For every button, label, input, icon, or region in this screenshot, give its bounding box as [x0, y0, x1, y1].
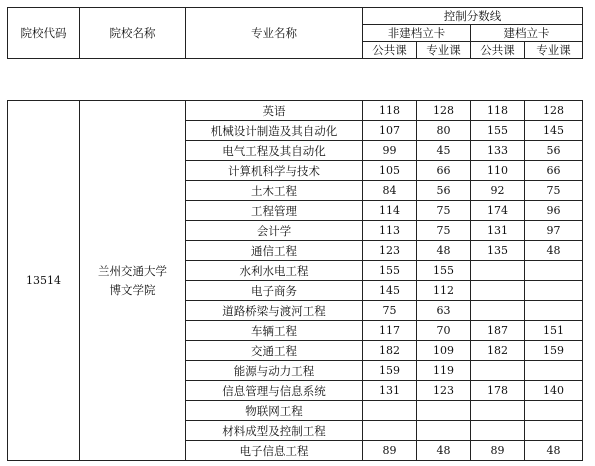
- non-file-public-score: [363, 401, 417, 421]
- file-professional-score: 75: [525, 181, 583, 201]
- file-public-score: [471, 301, 525, 321]
- file-professional-score: 97: [525, 221, 583, 241]
- file-professional-score: 56: [525, 141, 583, 161]
- major-name-cell: 信息管理与信息系统: [186, 381, 363, 401]
- non-file-professional-score: 128: [417, 101, 471, 121]
- file-public-score: 178: [471, 381, 525, 401]
- header-major-name: 专业名称: [186, 8, 363, 59]
- file-public-score: 92: [471, 181, 525, 201]
- file-professional-score: 96: [525, 201, 583, 221]
- major-name-cell: 电气工程及其自动化: [186, 141, 363, 161]
- file-public-score: 131: [471, 221, 525, 241]
- file-public-score: 135: [471, 241, 525, 261]
- non-file-professional-score: 119: [417, 361, 471, 381]
- major-name-cell: 电子商务: [186, 281, 363, 301]
- file-professional-score: 66: [525, 161, 583, 181]
- school-name-line: 兰州交通大学: [98, 263, 167, 278]
- non-file-professional-score: [417, 421, 471, 441]
- non-file-professional-score: 45: [417, 141, 471, 161]
- non-file-professional-score: 80: [417, 121, 471, 141]
- major-name-cell: 机械设计制造及其自动化: [186, 121, 363, 141]
- non-file-professional-score: 123: [417, 381, 471, 401]
- header-public-course: 公共课: [471, 42, 525, 59]
- file-professional-score: 48: [525, 241, 583, 261]
- file-public-score: [471, 361, 525, 381]
- non-file-professional-score: [417, 401, 471, 421]
- file-professional-score: [525, 401, 583, 421]
- header-school-name: 院校名称: [80, 8, 186, 59]
- file-professional-score: 151: [525, 321, 583, 341]
- major-name-cell: 通信工程: [186, 241, 363, 261]
- table-row: [8, 101, 583, 121]
- non-file-professional-score: 66: [417, 161, 471, 181]
- school-name-cell: [80, 101, 186, 461]
- major-name-cell: 英语: [186, 101, 363, 121]
- non-file-professional-score: 75: [417, 201, 471, 221]
- major-name-cell: 电子信息工程: [186, 441, 363, 461]
- file-public-score: 110: [471, 161, 525, 181]
- file-professional-score: 145: [525, 121, 583, 141]
- non-file-public-score: 182: [363, 341, 417, 361]
- non-file-public-score: 118: [363, 101, 417, 121]
- score-table: [7, 100, 583, 461]
- header-non-file-card: 非建档立卡: [363, 25, 471, 42]
- non-file-public-score: 117: [363, 321, 417, 341]
- major-name-cell: 道路桥梁与渡河工程: [186, 301, 363, 321]
- non-file-professional-score: 75: [417, 221, 471, 241]
- file-public-score: 174: [471, 201, 525, 221]
- non-file-public-score: 145: [363, 281, 417, 301]
- file-professional-score: [525, 281, 583, 301]
- non-file-public-score: 113: [363, 221, 417, 241]
- file-public-score: 89: [471, 441, 525, 461]
- file-public-score: 133: [471, 141, 525, 161]
- non-file-professional-score: 112: [417, 281, 471, 301]
- major-name-cell: 土木工程: [186, 181, 363, 201]
- non-file-professional-score: 155: [417, 261, 471, 281]
- header-public-course: 公共课: [363, 42, 417, 59]
- school-code-cell: 13514: [8, 101, 80, 461]
- header-professional-course: 专业课: [525, 42, 583, 59]
- file-professional-score: [525, 301, 583, 321]
- non-file-public-score: 105: [363, 161, 417, 181]
- header-file-card: 建档立卡: [471, 25, 583, 42]
- file-professional-score: 48: [525, 441, 583, 461]
- file-professional-score: [525, 361, 583, 381]
- non-file-professional-score: 70: [417, 321, 471, 341]
- file-public-score: 187: [471, 321, 525, 341]
- file-public-score: 182: [471, 341, 525, 361]
- non-file-public-score: 89: [363, 441, 417, 461]
- header-control-score: 控制分数线: [363, 8, 583, 25]
- file-professional-score: 140: [525, 381, 583, 401]
- file-public-score: [471, 281, 525, 301]
- major-name-cell: 车辆工程: [186, 321, 363, 341]
- header-school-code: 院校代码: [8, 8, 80, 59]
- major-name-cell: 会计学: [186, 221, 363, 241]
- header-professional-course: 专业课: [417, 42, 471, 59]
- file-professional-score: [525, 421, 583, 441]
- major-name-cell: 交通工程: [186, 341, 363, 361]
- non-file-public-score: 107: [363, 121, 417, 141]
- file-public-score: 155: [471, 121, 525, 141]
- non-file-public-score: 123: [363, 241, 417, 261]
- non-file-public-score: 155: [363, 261, 417, 281]
- file-public-score: [471, 261, 525, 281]
- file-public-score: [471, 401, 525, 421]
- major-name-cell: 工程管理: [186, 201, 363, 221]
- non-file-public-score: 159: [363, 361, 417, 381]
- file-professional-score: 159: [525, 341, 583, 361]
- file-public-score: [471, 421, 525, 441]
- non-file-professional-score: 56: [417, 181, 471, 201]
- non-file-public-score: 131: [363, 381, 417, 401]
- major-name-cell: 水利水电工程: [186, 261, 363, 281]
- non-file-public-score: 114: [363, 201, 417, 221]
- non-file-professional-score: 109: [417, 341, 471, 361]
- school-name-line: 博文学院: [109, 282, 156, 297]
- non-file-public-score: [363, 421, 417, 441]
- file-professional-score: [525, 261, 583, 281]
- major-name-cell: 物联网工程: [186, 401, 363, 421]
- major-name-cell: 材料成型及控制工程: [186, 421, 363, 441]
- spacer-row: [8, 59, 583, 72]
- non-file-professional-score: 48: [417, 241, 471, 261]
- non-file-public-score: 84: [363, 181, 417, 201]
- non-file-public-score: 75: [363, 301, 417, 321]
- header-table: [7, 7, 583, 71]
- file-public-score: 118: [471, 101, 525, 121]
- major-name-cell: 能源与动力工程: [186, 361, 363, 381]
- non-file-professional-score: 63: [417, 301, 471, 321]
- file-professional-score: 128: [525, 101, 583, 121]
- major-name-cell: 计算机科学与技术: [186, 161, 363, 181]
- non-file-professional-score: 48: [417, 441, 471, 461]
- non-file-public-score: 99: [363, 141, 417, 161]
